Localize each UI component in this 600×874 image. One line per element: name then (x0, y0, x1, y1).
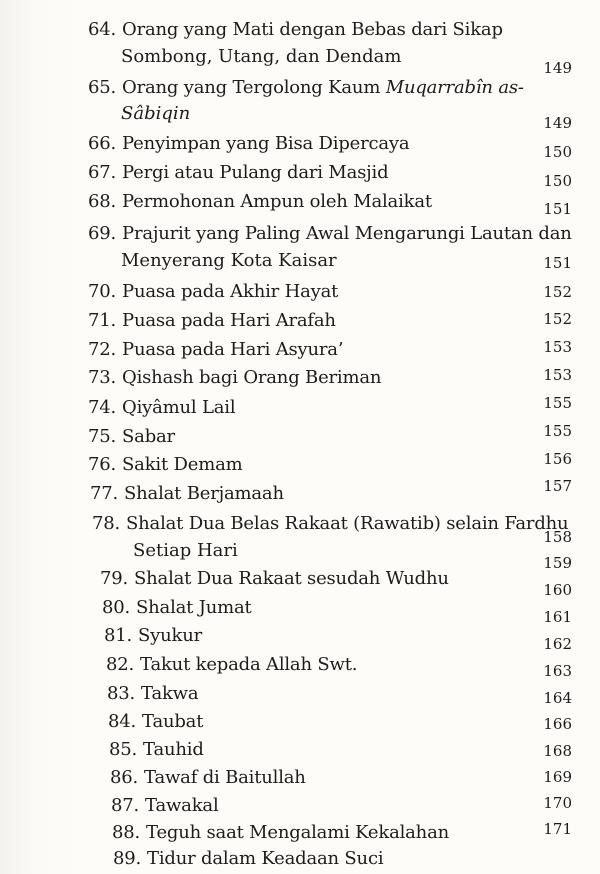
entry-number: 71. (88, 310, 117, 331)
entry-title: Tauhid (143, 739, 204, 760)
entry-number: 84. (108, 711, 137, 732)
entry-number: 69. (88, 223, 117, 244)
entry-number: 76. (88, 454, 117, 475)
entry-page-number: 168 (543, 742, 572, 760)
entry-number: 77. (90, 483, 119, 504)
toc-entry (108, 708, 203, 736)
entry-title: Pergi atau Pulang dari Masjid (122, 162, 389, 183)
entry-number: 86. (110, 767, 139, 788)
toc-entry (111, 792, 219, 820)
entry-page-number: 150 (543, 172, 572, 190)
entry-title: Puasa pada Akhir Hayat (122, 281, 339, 302)
entry-number: 74. (88, 397, 117, 418)
entry-page-number: 152 (543, 310, 572, 328)
entry-title: Penyimpan yang Bisa Dipercaya (122, 133, 410, 154)
entry-number: 87. (111, 795, 140, 816)
entry-title: Shalat Jumat (136, 597, 252, 618)
toc-entry (88, 220, 572, 248)
entry-page-number: 166 (543, 715, 572, 733)
entry-page-number: 149 (543, 59, 572, 77)
entry-number: 65. (88, 77, 117, 98)
entry-title: Sakit Demam (122, 454, 243, 475)
entry-page-number: 170 (543, 794, 572, 812)
entry-title: Sabar (122, 426, 175, 447)
entry-title: Shalat Dua Rakaat sesudah Wudhu (134, 568, 449, 589)
entry-title: Taubat (142, 711, 204, 732)
entry-number: 80. (102, 597, 131, 618)
entry-title: Orang yang Mati dengan Bebas dari Sikap (122, 19, 503, 40)
toc-entry (100, 565, 449, 593)
toc-entry (88, 451, 242, 479)
entry-title: Teguh saat Mengalami Kekalahan (146, 822, 450, 843)
toc-entry (88, 130, 409, 158)
toc-entry (88, 307, 336, 335)
toc-entry (92, 510, 568, 538)
toc-entry (106, 651, 357, 679)
entry-page-number: 151 (543, 200, 572, 218)
entry-page-number: 163 (543, 662, 572, 680)
entry-number: 68. (88, 191, 117, 212)
entry-page-number: 153 (543, 366, 572, 384)
entry-page-number: 159 (543, 554, 572, 572)
entry-page-number: 155 (543, 422, 572, 440)
entry-page-number: 161 (543, 608, 572, 626)
toc-entry (109, 736, 204, 764)
entry-title-italic: Sâbiqin (121, 103, 191, 124)
toc-entry (88, 394, 235, 422)
toc-entry (88, 16, 503, 44)
toc-entry (110, 764, 306, 792)
entry-number: 70. (88, 281, 117, 302)
toc-entry (88, 278, 338, 306)
entry-number: 73. (88, 367, 117, 388)
entry-number: 66. (88, 133, 117, 154)
entry-page-number: 169 (543, 768, 572, 786)
entry-title: Takut kepada Allah Swt. (140, 654, 358, 675)
entry-title: Orang yang Tergolong Kaum (122, 77, 386, 98)
entry-page-number: 156 (543, 450, 572, 468)
toc-entry (102, 594, 252, 622)
entry-page-number: 149 (543, 114, 572, 132)
entry-page-number: 160 (543, 581, 572, 599)
entry-number: 88. (112, 822, 141, 843)
entry-title: Tawaf di Baitullah (144, 767, 306, 788)
toc-entry (107, 680, 198, 708)
toc-entry (88, 74, 524, 102)
entry-number: 75. (88, 426, 117, 447)
entry-number: 72. (88, 339, 117, 360)
entry-title: Permohonan Ampun oleh Malaikat (122, 191, 432, 212)
entry-title: Syukur (138, 625, 203, 646)
toc-entry (104, 622, 202, 650)
entry-number: 81. (104, 625, 133, 646)
toc-entry (113, 845, 383, 873)
entry-page-number: 171 (543, 820, 572, 838)
toc-entry (88, 159, 388, 187)
entry-number: 89. (113, 848, 142, 869)
toc-entry (88, 336, 343, 364)
entry-title: Prajurit yang Paling Awal Mengarungi Lautan dan (122, 223, 572, 244)
entry-page-number: 152 (543, 283, 572, 301)
entry-title: Takwa (141, 683, 199, 704)
entry-number: 82. (106, 654, 135, 675)
entry-number: 83. (107, 683, 136, 704)
entry-title-continuation: Menyerang Kota Kaisar (121, 250, 337, 271)
entry-number: 85. (109, 739, 138, 760)
entry-page-number: 157 (543, 477, 572, 495)
entry-title: Qiyâmul Lail (122, 397, 236, 418)
entry-title: Shalat Dua Belas Rakaat (Rawatib) selain Fardhu (126, 513, 569, 534)
entry-number: 64. (88, 19, 117, 40)
entry-number: 78. (92, 513, 121, 534)
entry-page-number: 153 (543, 338, 572, 356)
entry-page-number: 155 (543, 394, 572, 412)
entry-page-number: 158 (543, 528, 572, 546)
entry-page-number: 162 (543, 635, 572, 653)
entry-title-italic: Muqarrabîn as- (385, 77, 524, 98)
entry-title-continuation: Setiap Hari (133, 540, 238, 561)
entry-title: Qishash bagi Orang Beriman (122, 367, 382, 388)
toc-entry (88, 364, 381, 392)
entry-title: Tidur dalam Keadaan Suci (147, 848, 384, 869)
entry-number: 67. (88, 162, 117, 183)
toc-entry (90, 480, 284, 508)
entry-title: Tawakal (145, 795, 219, 816)
entry-page-number: 151 (543, 254, 572, 272)
toc-entry (88, 423, 175, 451)
toc-entry (112, 819, 449, 847)
entry-page-number: 150 (543, 143, 572, 161)
entry-title: Puasa pada Hari Arafah (122, 310, 336, 331)
entry-title: Shalat Berjamaah (124, 483, 284, 504)
toc-entry (88, 188, 432, 216)
entry-title-continuation: Sombong, Utang, dan Dendam (121, 46, 402, 67)
entry-title: Puasa pada Hari Asyura’ (122, 339, 344, 360)
entry-title-continuation (121, 100, 190, 128)
entry-number: 79. (100, 568, 129, 589)
entry-page-number: 164 (543, 689, 572, 707)
